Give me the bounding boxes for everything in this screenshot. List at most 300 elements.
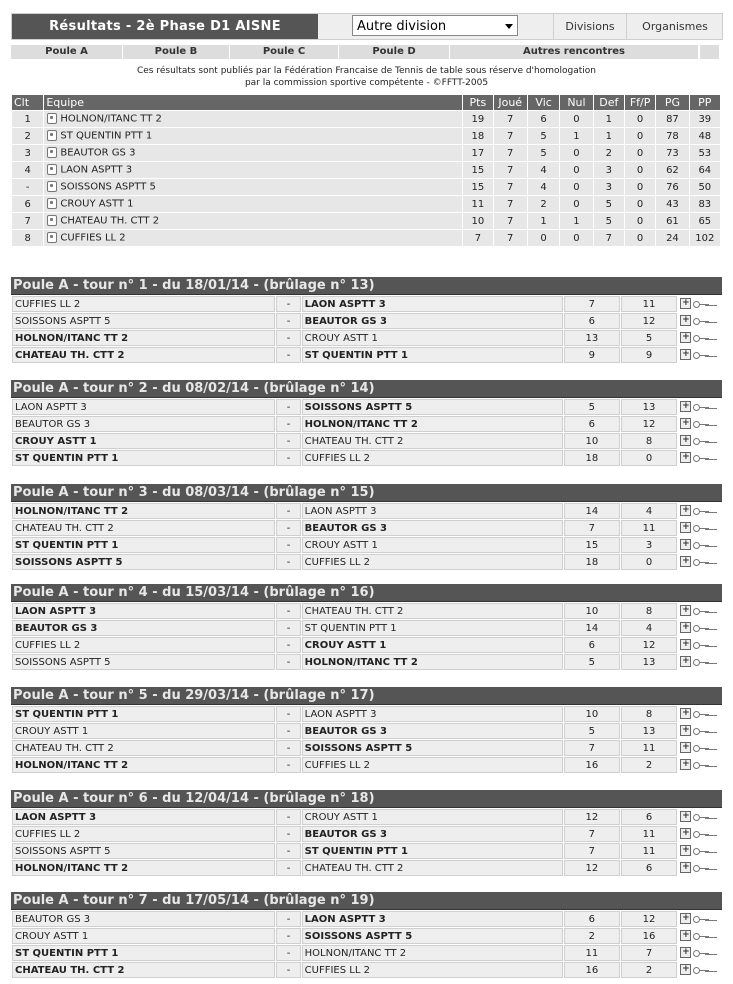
ranking-cell: 83 bbox=[690, 196, 720, 212]
home-score: 11 bbox=[564, 945, 620, 961]
home-team: CUFFIES LL 2 bbox=[12, 826, 275, 842]
match-actions bbox=[678, 637, 721, 653]
key-icon[interactable] bbox=[693, 949, 709, 957]
key-icon[interactable] bbox=[693, 915, 709, 923]
col-header: Def bbox=[594, 95, 624, 110]
home-team: ST QUENTIN PTT 1 bbox=[12, 945, 275, 961]
key-icon[interactable] bbox=[693, 624, 709, 632]
expand-plus-icon[interactable]: + bbox=[682, 605, 690, 616]
away-score: 12 bbox=[621, 416, 678, 432]
away-score: 4 bbox=[621, 620, 678, 636]
match-row bbox=[12, 620, 721, 636]
match-actions bbox=[678, 399, 721, 415]
table-row bbox=[12, 128, 720, 144]
home-team: HOLNON/ITANC TT 2 bbox=[12, 503, 275, 519]
ranking-cell: 7 bbox=[494, 230, 527, 246]
ranking-cell: 61 bbox=[656, 213, 688, 229]
ranking-cell: 5 bbox=[594, 196, 624, 212]
match-row bbox=[12, 740, 721, 756]
match-actions bbox=[678, 757, 721, 773]
away-team: CHATEAU TH. CTT 2 bbox=[302, 433, 563, 449]
match-separator: - bbox=[276, 503, 300, 519]
away-score: 13 bbox=[621, 723, 678, 739]
away-team: CROUY ASTT 1 bbox=[302, 637, 563, 653]
key-icon[interactable] bbox=[693, 727, 709, 735]
match-separator: - bbox=[276, 313, 300, 329]
match-actions bbox=[678, 554, 721, 570]
home-score: 6 bbox=[564, 416, 620, 432]
key-icon[interactable] bbox=[693, 607, 709, 615]
home-team: HOLNON/ITANC TT 2 bbox=[12, 860, 275, 876]
tab-autres-rencontres[interactable]: Autres rencontres bbox=[450, 45, 698, 59]
ranking-cell: 3 bbox=[594, 179, 624, 195]
ranking-cell: 11 bbox=[463, 196, 492, 212]
ranking-cell: 2 bbox=[594, 145, 624, 161]
match-actions bbox=[678, 450, 721, 466]
away-team: CROUY ASTT 1 bbox=[302, 537, 563, 553]
tab-poule-b[interactable]: Poule B bbox=[123, 45, 229, 59]
match-separator: - bbox=[276, 603, 300, 619]
key-icon[interactable] bbox=[693, 351, 709, 359]
home-score: 5 bbox=[564, 654, 620, 670]
col-header: PP bbox=[690, 95, 720, 110]
match-actions bbox=[678, 296, 721, 312]
match-row bbox=[12, 433, 721, 449]
key-icon[interactable] bbox=[693, 932, 709, 940]
ranking-cell: 4 bbox=[12, 162, 43, 178]
key-icon[interactable] bbox=[693, 710, 709, 718]
ranking-cell: 53 bbox=[690, 145, 720, 161]
ranking-cell: 1 bbox=[560, 128, 592, 144]
away-team: BEAUTOR GS 3 bbox=[302, 520, 563, 536]
team-cell bbox=[44, 230, 462, 246]
key-icon[interactable] bbox=[693, 658, 709, 666]
expand-plus-icon[interactable]: + bbox=[682, 862, 690, 873]
match-separator: - bbox=[276, 296, 300, 312]
divisions-link[interactable]: Divisions bbox=[553, 14, 626, 39]
ranking-cell: 7 bbox=[494, 179, 527, 195]
team-info-icon[interactable] bbox=[47, 232, 57, 243]
team-name-link[interactable]: SOISSONS ASPTT 5 bbox=[60, 181, 156, 193]
expand-plus-icon[interactable]: + bbox=[682, 452, 690, 463]
away-score: 5 bbox=[621, 330, 678, 346]
ranking-cell: 7 bbox=[494, 128, 527, 144]
away-team: BEAUTOR GS 3 bbox=[302, 723, 563, 739]
match-row bbox=[12, 843, 721, 859]
away-score: 11 bbox=[621, 296, 678, 312]
key-icon[interactable] bbox=[693, 403, 709, 411]
away-team: LAON ASPTT 3 bbox=[302, 296, 563, 312]
home-team: SOISSONS ASPTT 5 bbox=[12, 654, 275, 670]
away-score: 12 bbox=[621, 911, 678, 927]
away-score: 6 bbox=[621, 860, 678, 876]
key-icon[interactable] bbox=[693, 558, 709, 566]
table-row bbox=[12, 213, 720, 229]
team-name-link[interactable]: HOLNON/ITANC TT 2 bbox=[60, 113, 162, 125]
home-score: 16 bbox=[564, 757, 620, 773]
table-row bbox=[12, 162, 720, 178]
home-score: 5 bbox=[564, 399, 620, 415]
home-team: CHATEAU TH. CTT 2 bbox=[12, 347, 275, 363]
team-name-link[interactable]: ST QUENTIN PTT 1 bbox=[60, 130, 153, 142]
away-team: LAON ASPTT 3 bbox=[302, 911, 563, 927]
expand-plus-icon[interactable]: + bbox=[682, 539, 690, 550]
expand-plus-icon[interactable]: + bbox=[682, 315, 690, 326]
away-score: 2 bbox=[621, 757, 678, 773]
table-row bbox=[12, 145, 720, 161]
home-team: ST QUENTIN PTT 1 bbox=[12, 537, 275, 553]
expand-plus-icon[interactable]: + bbox=[682, 349, 690, 360]
match-row bbox=[12, 347, 721, 363]
tour-title: Poule A - tour n° 1 - du 18/01/14 - (brûlage n° 13) bbox=[11, 277, 722, 295]
tour-section bbox=[11, 892, 722, 979]
match-separator: - bbox=[276, 520, 300, 536]
home-team: CHATEAU TH. CTT 2 bbox=[12, 520, 275, 536]
match-separator: - bbox=[276, 620, 300, 636]
ranking-cell: 1 bbox=[594, 111, 624, 127]
expand-plus-icon[interactable]: + bbox=[682, 556, 690, 567]
ranking-cell: 0 bbox=[560, 162, 592, 178]
ranking-cell: 7 bbox=[494, 111, 527, 127]
ranking-cell: 0 bbox=[560, 145, 592, 161]
col-header: PG bbox=[656, 95, 688, 110]
ranking-cell: 7 bbox=[494, 162, 527, 178]
tab-poule-d[interactable]: Poule D bbox=[339, 45, 449, 59]
team-info-icon[interactable] bbox=[47, 164, 57, 175]
tour-section bbox=[11, 380, 722, 467]
home-score: 6 bbox=[564, 637, 620, 653]
key-icon[interactable] bbox=[693, 524, 709, 532]
expand-plus-icon[interactable]: + bbox=[682, 418, 690, 429]
match-row bbox=[12, 537, 721, 553]
home-score: 7 bbox=[564, 843, 620, 859]
ranking-cell: 2 bbox=[12, 128, 43, 144]
home-team: SOISSONS ASPTT 5 bbox=[12, 554, 275, 570]
ranking-cell: 1 bbox=[528, 213, 559, 229]
tour-title: Poule A - tour n° 4 - du 15/03/14 - (brûlage n° 16) bbox=[11, 584, 722, 602]
expand-plus-icon[interactable]: + bbox=[682, 845, 690, 856]
home-score: 2 bbox=[564, 928, 620, 944]
ranking-cell: 87 bbox=[656, 111, 688, 127]
key-icon[interactable] bbox=[693, 420, 709, 428]
home-score: 7 bbox=[564, 826, 620, 842]
tour-section bbox=[11, 687, 722, 774]
ranking-cell: 0 bbox=[625, 196, 655, 212]
ranking-cell: 3 bbox=[12, 145, 43, 161]
col-header: Pts bbox=[463, 95, 492, 110]
key-icon[interactable] bbox=[693, 641, 709, 649]
match-separator: - bbox=[276, 399, 300, 415]
home-score: 5 bbox=[564, 723, 620, 739]
home-score: 10 bbox=[564, 706, 620, 722]
expand-plus-icon[interactable]: + bbox=[682, 725, 690, 736]
matches-table bbox=[11, 398, 722, 467]
key-icon[interactable] bbox=[693, 744, 709, 752]
away-team: ST QUENTIN PTT 1 bbox=[302, 843, 563, 859]
away-score: 8 bbox=[621, 706, 678, 722]
expand-plus-icon[interactable]: + bbox=[682, 947, 690, 958]
away-score: 11 bbox=[621, 740, 678, 756]
expand-plus-icon[interactable]: + bbox=[682, 435, 690, 446]
key-icon[interactable] bbox=[693, 541, 709, 549]
expand-plus-icon[interactable]: + bbox=[682, 656, 690, 667]
home-team: CHATEAU TH. CTT 2 bbox=[12, 740, 275, 756]
match-separator: - bbox=[276, 809, 300, 825]
team-name-link[interactable]: CROUY ASTT 1 bbox=[60, 198, 134, 210]
match-row bbox=[12, 520, 721, 536]
match-row bbox=[12, 809, 721, 825]
home-team: CROUY ASTT 1 bbox=[12, 433, 275, 449]
home-score: 6 bbox=[564, 911, 620, 927]
ranking-cell: 50 bbox=[690, 179, 720, 195]
ranking-table bbox=[11, 94, 721, 247]
ranking-cell: 24 bbox=[656, 230, 688, 246]
ranking-cell: 6 bbox=[528, 111, 559, 127]
away-team: CROUY ASTT 1 bbox=[302, 809, 563, 825]
match-row bbox=[12, 826, 721, 842]
home-team: LAON ASPTT 3 bbox=[12, 603, 275, 619]
match-row bbox=[12, 945, 721, 961]
notice-line-2: par la commission sportive compétente - ©FFTT-2005 bbox=[244, 78, 489, 88]
match-actions bbox=[678, 620, 721, 636]
away-score: 6 bbox=[621, 809, 678, 825]
home-team: CHATEAU TH. CTT 2 bbox=[12, 962, 275, 978]
away-team: ST QUENTIN PTT 1 bbox=[302, 347, 563, 363]
match-actions bbox=[678, 911, 721, 927]
ranking-cell: 64 bbox=[690, 162, 720, 178]
tab-poule-a[interactable]: Poule A bbox=[11, 45, 122, 59]
home-team: LAON ASPTT 3 bbox=[12, 809, 275, 825]
ranking-cell: 0 bbox=[560, 111, 592, 127]
home-score: 14 bbox=[564, 620, 620, 636]
ranking-cell: 0 bbox=[560, 196, 592, 212]
away-team: HOLNON/ITANC TT 2 bbox=[302, 945, 563, 961]
team-info-icon[interactable] bbox=[47, 130, 57, 141]
matches-table bbox=[11, 910, 722, 979]
key-icon[interactable] bbox=[693, 437, 709, 445]
match-actions bbox=[678, 706, 721, 722]
match-row bbox=[12, 757, 721, 773]
away-score: 12 bbox=[621, 637, 678, 653]
tab-poule-c[interactable]: Poule C bbox=[230, 45, 338, 59]
match-actions bbox=[678, 654, 721, 670]
table-row bbox=[12, 179, 720, 195]
team-cell bbox=[44, 179, 462, 195]
team-cell bbox=[44, 145, 462, 161]
team-cell bbox=[44, 128, 462, 144]
home-score: 12 bbox=[564, 860, 620, 876]
expand-plus-icon[interactable]: + bbox=[682, 828, 690, 839]
away-team: CHATEAU TH. CTT 2 bbox=[302, 860, 563, 876]
match-row bbox=[12, 313, 721, 329]
expand-plus-icon[interactable]: + bbox=[682, 332, 690, 343]
match-actions bbox=[678, 347, 721, 363]
match-separator: - bbox=[276, 962, 300, 978]
ranking-cell: 0 bbox=[560, 179, 592, 195]
home-team: ST QUENTIN PTT 1 bbox=[12, 450, 275, 466]
matches-table bbox=[11, 295, 722, 364]
ranking-cell: 7 bbox=[494, 213, 527, 229]
match-separator: - bbox=[276, 537, 300, 553]
tour-title: Poule A - tour n° 3 - du 08/03/14 - (brûlage n° 15) bbox=[11, 484, 722, 502]
match-row bbox=[12, 296, 721, 312]
key-icon[interactable] bbox=[693, 761, 709, 769]
match-row bbox=[12, 450, 721, 466]
match-row bbox=[12, 654, 721, 670]
expand-plus-icon[interactable]: + bbox=[682, 742, 690, 753]
matches-table bbox=[11, 602, 722, 671]
match-separator: - bbox=[276, 945, 300, 961]
ranking-cell: 1 bbox=[12, 111, 43, 127]
match-separator: - bbox=[276, 554, 300, 570]
ranking-cell: 19 bbox=[463, 111, 492, 127]
match-actions bbox=[678, 809, 721, 825]
match-actions bbox=[678, 723, 721, 739]
expand-plus-icon[interactable]: + bbox=[682, 505, 690, 516]
expand-plus-icon[interactable]: + bbox=[682, 298, 690, 309]
match-row bbox=[12, 554, 721, 570]
ranking-cell: 73 bbox=[656, 145, 688, 161]
match-separator: - bbox=[276, 450, 300, 466]
ranking-cell: 0 bbox=[625, 128, 655, 144]
home-team: CROUY ASTT 1 bbox=[12, 928, 275, 944]
key-icon[interactable] bbox=[693, 317, 709, 325]
table-row bbox=[12, 230, 720, 246]
key-icon[interactable] bbox=[693, 454, 709, 462]
organismes-link[interactable]: Organismes bbox=[626, 14, 723, 39]
key-icon[interactable] bbox=[693, 507, 709, 515]
division-select-value: Autre division bbox=[357, 19, 447, 34]
ranking-cell: 7 bbox=[594, 230, 624, 246]
ranking-cell: 17 bbox=[463, 145, 492, 161]
expand-plus-icon[interactable]: + bbox=[682, 811, 690, 822]
ranking-cell: 0 bbox=[625, 162, 655, 178]
away-score: 16 bbox=[621, 928, 678, 944]
matches-table bbox=[11, 502, 722, 571]
home-team: BEAUTOR GS 3 bbox=[12, 620, 275, 636]
expand-plus-icon[interactable]: + bbox=[682, 930, 690, 941]
match-actions bbox=[678, 503, 721, 519]
expand-plus-icon[interactable]: + bbox=[682, 522, 690, 533]
match-actions bbox=[678, 433, 721, 449]
away-team: CUFFIES LL 2 bbox=[302, 757, 563, 773]
ranking-cell: 43 bbox=[656, 196, 688, 212]
ranking-cell: 15 bbox=[463, 162, 492, 178]
match-row bbox=[12, 637, 721, 653]
expand-plus-icon[interactable]: + bbox=[682, 639, 690, 650]
home-score: 9 bbox=[564, 347, 620, 363]
away-team: CUFFIES LL 2 bbox=[302, 962, 563, 978]
expand-plus-icon[interactable]: + bbox=[682, 913, 690, 924]
key-icon[interactable] bbox=[693, 847, 709, 855]
division-select[interactable] bbox=[352, 15, 518, 36]
match-actions bbox=[678, 416, 721, 432]
match-actions bbox=[678, 860, 721, 876]
tour-title: Poule A - tour n° 6 - du 12/04/14 - (brûlage n° 18) bbox=[11, 790, 722, 808]
tour-title: Poule A - tour n° 5 - du 29/03/14 - (brûlage n° 17) bbox=[11, 687, 722, 705]
ranking-cell: 76 bbox=[656, 179, 688, 195]
key-icon[interactable] bbox=[693, 300, 709, 308]
match-actions bbox=[678, 945, 721, 961]
away-team: HOLNON/ITANC TT 2 bbox=[302, 654, 563, 670]
home-team: BEAUTOR GS 3 bbox=[12, 911, 275, 927]
home-score: 15 bbox=[564, 537, 620, 553]
away-team: LAON ASPTT 3 bbox=[302, 706, 563, 722]
home-score: 16 bbox=[564, 962, 620, 978]
ranking-cell: 0 bbox=[625, 213, 655, 229]
home-score: 14 bbox=[564, 503, 620, 519]
ranking-cell: 10 bbox=[463, 213, 492, 229]
key-icon[interactable] bbox=[693, 864, 709, 872]
match-separator: - bbox=[276, 654, 300, 670]
ranking-cell: 0 bbox=[560, 230, 592, 246]
team-info-icon[interactable] bbox=[47, 198, 57, 209]
ranking-cell: 4 bbox=[528, 162, 559, 178]
ranking-cell: - bbox=[12, 179, 43, 195]
away-team: SOISSONS ASPTT 5 bbox=[302, 928, 563, 944]
match-actions bbox=[678, 603, 721, 619]
match-separator: - bbox=[276, 416, 300, 432]
team-info-icon[interactable] bbox=[47, 215, 57, 226]
team-name-link[interactable]: CUFFIES LL 2 bbox=[60, 232, 126, 244]
home-team: CUFFIES LL 2 bbox=[12, 296, 275, 312]
home-team: CROUY ASTT 1 bbox=[12, 723, 275, 739]
team-name-link[interactable]: LAON ASPTT 3 bbox=[60, 164, 133, 176]
ranking-cell: 1 bbox=[560, 213, 592, 229]
expand-plus-icon[interactable]: + bbox=[682, 759, 690, 770]
ranking-cell: 48 bbox=[690, 128, 720, 144]
col-header: Clt bbox=[12, 95, 43, 110]
match-separator: - bbox=[276, 347, 300, 363]
expand-plus-icon[interactable]: + bbox=[682, 401, 690, 412]
away-score: 11 bbox=[621, 843, 678, 859]
team-info-icon[interactable] bbox=[47, 113, 57, 124]
away-team: BEAUTOR GS 3 bbox=[302, 313, 563, 329]
key-icon[interactable] bbox=[693, 334, 709, 342]
expand-plus-icon[interactable]: + bbox=[682, 708, 690, 719]
team-cell bbox=[44, 111, 462, 127]
tour-section bbox=[11, 277, 722, 364]
match-separator: - bbox=[276, 637, 300, 653]
match-row bbox=[12, 706, 721, 722]
match-actions bbox=[678, 330, 721, 346]
ranking-cell: 5 bbox=[528, 128, 559, 144]
match-row bbox=[12, 416, 721, 432]
col-header: Equipe bbox=[44, 95, 462, 110]
match-row bbox=[12, 330, 721, 346]
key-icon[interactable] bbox=[693, 830, 709, 838]
team-name-link[interactable]: CHATEAU TH. CTT 2 bbox=[60, 215, 160, 227]
match-separator: - bbox=[276, 740, 300, 756]
matches-table bbox=[11, 808, 722, 877]
col-header: Vic bbox=[528, 95, 559, 110]
team-info-icon[interactable] bbox=[47, 147, 57, 158]
away-team: CUFFIES LL 2 bbox=[302, 554, 563, 570]
team-name-link[interactable]: BEAUTOR GS 3 bbox=[60, 147, 136, 159]
home-team: CUFFIES LL 2 bbox=[12, 637, 275, 653]
expand-plus-icon[interactable]: + bbox=[682, 622, 690, 633]
team-info-icon[interactable] bbox=[47, 181, 57, 192]
match-separator: - bbox=[276, 843, 300, 859]
key-icon[interactable] bbox=[693, 966, 709, 974]
expand-plus-icon[interactable]: + bbox=[682, 964, 690, 975]
match-row bbox=[12, 603, 721, 619]
ranking-cell: 2 bbox=[528, 196, 559, 212]
match-actions bbox=[678, 537, 721, 553]
away-score: 0 bbox=[621, 554, 678, 570]
table-row bbox=[12, 196, 720, 212]
key-icon[interactable] bbox=[693, 813, 709, 821]
